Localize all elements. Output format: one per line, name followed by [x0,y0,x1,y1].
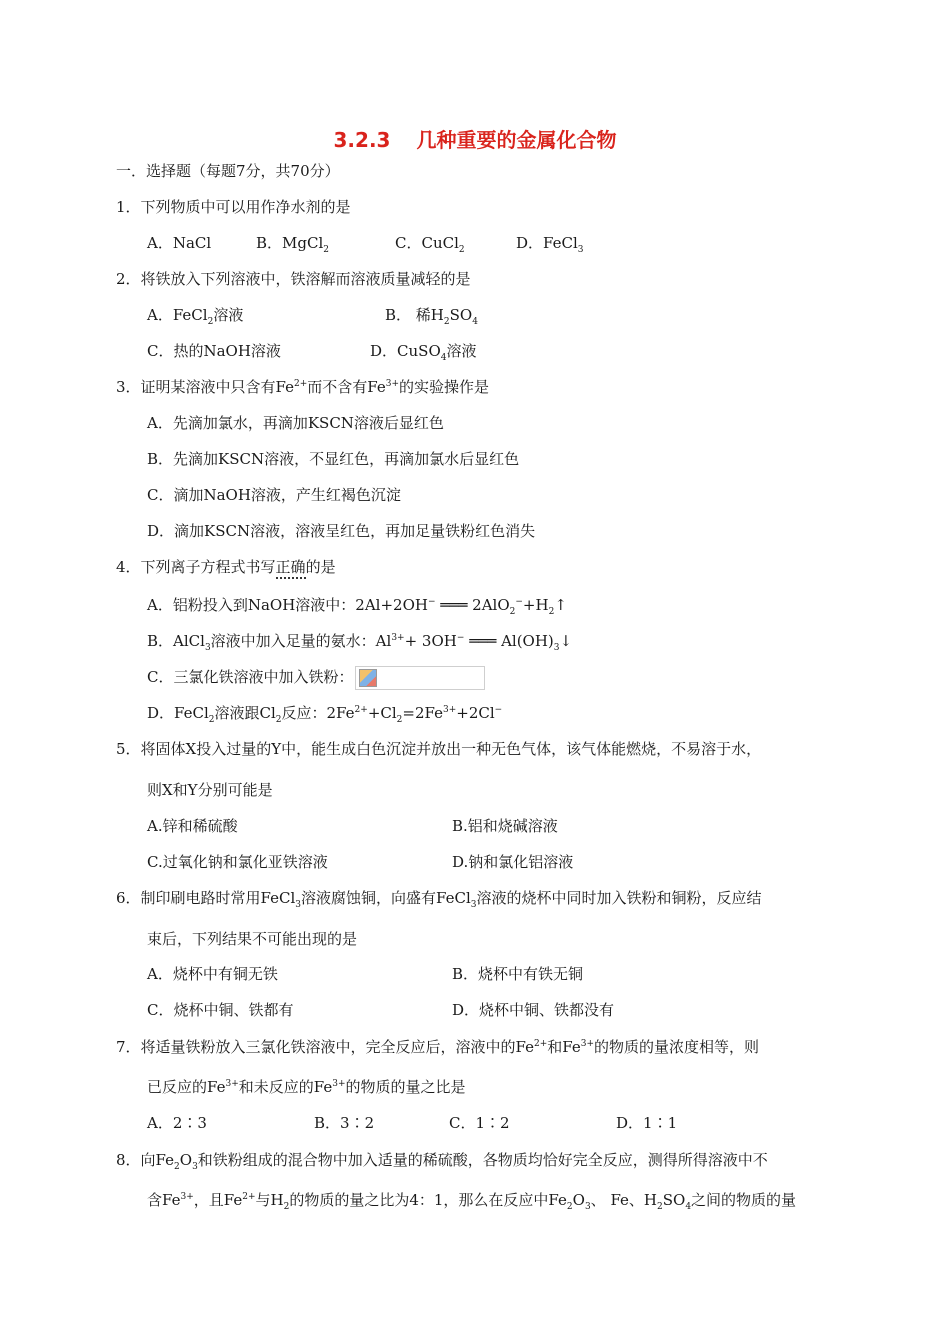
q6-option-d: D．烧杯中铜、铁都没有 [452,1001,615,1019]
question-1-stem: 1．下列物质中可以用作净水剂的是 [116,198,351,216]
q6-option-c: C．烧杯中铜、铁都有 [147,1001,294,1019]
question-4-stem: 4．下列离子方程式书写正确的是 [116,557,336,577]
q3-option-d: D．滴加KSCN溶液，溶液呈红色，再加足量铁粉红色消失 [147,522,536,540]
q3-option-b: B．先滴加KSCN溶液，不显红色，再滴加氯水后显红色 [147,450,520,468]
q7-option-b: B．3∶2 [314,1114,375,1132]
question-3-stem: 3．证明某溶液中只含有$Fe^{2+}$而不含有$Fe^{3+}$的实验操作是 [116,378,490,396]
q4-option-a: A．铝粉投入到NaOH溶液中：2Al+2OH− ═══ $2AlO_2^-+H_2↑$ [147,596,567,617]
q3-option-a: A．先滴加氯水，再滴加KSCN溶液后显红色 [147,414,444,432]
q2-option-b: B． 稀$H_2SO_4$ [385,306,478,327]
question-5-stem-line2: 则X和Y分别可能是 [147,781,273,799]
q6-option-b: B．烧杯中有铁无铜 [452,965,584,983]
q1-option-a: A．NaCl [147,234,212,252]
q2-option-d: D．CuSO$_4$溶液 [370,342,477,363]
q3-option-c: C．滴加NaOH溶液，产生红褐色沉淀 [147,486,401,504]
q1-option-d: D．FeCl$_3$ [516,234,584,255]
q7-option-d: D．1∶1 [616,1114,678,1132]
question-6-stem-line2: 束后，下列结果不可能出现的是 [147,930,358,948]
page-title: 3.2.3 几种重要的金属化合物 [333,128,617,152]
question-8-stem-line2: 含$Fe^{3+}$，且$Fe^{2+}$与$H_2$的物质的量之比为4：1，那么在反应中$Fe_2O_3$、 Fe、$H_2SO_4$之间的物质的量 [147,1191,797,1212]
q5-option-a: A.锌和稀硫酸 [147,817,238,835]
question-7-stem-line2: 已反应的$Fe^{3+}$和未反应的$Fe^{3+}$的物质的量之比是 [147,1078,466,1096]
q5-option-c: C.过氧化钠和氯化亚铁溶液 [147,853,328,871]
q5-option-d: D.钠和氯化铝溶液 [452,853,574,871]
q1-option-b: B．MgCl$_2$ [256,234,329,255]
section-heading: 一．选择题（每题7分，共70分） [116,162,340,180]
question-5-stem-line1: 5．将固体X投入过量的Y中，能生成白色沉淀并放出一种无色气体，该气体能燃烧，不易溶于水， [116,740,762,758]
q2-option-c: C．热的NaOH溶液 [147,342,281,360]
q7-option-a: A．2∶3 [147,1114,207,1132]
q2-option-a: A．FeCl$_2$溶液 [147,306,244,327]
q5-option-b: B.铝和烧碱溶液 [452,817,558,835]
q4-option-d: D．FeCl$_2$溶液跟$Cl_2$反应：$2Fe^{2+}+Cl_2=2Fe^{3+}+2Cl^-$ [147,704,503,725]
q7-option-c: C．1∶2 [449,1114,510,1132]
question-8-stem-line1: 8．向$Fe_2O_3$和铁粉组成的混合物中加入适量的稀硫酸，各物质均恰好完全反应，测得所得溶液中不 [116,1151,768,1172]
q1-option-c: C．CuCl$_2$ [395,234,465,255]
question-6-stem-line1: 6．制印刷电路时常用FeCl$_3$溶液腐蚀铜，向盛有FeCl$_3$溶液的烧杯中同时加入铁粉和铜粉，反应结 [116,889,762,910]
q4-option-b: B．AlCl$_3$溶液中加入足量的氨水：$Al^{3+}+ 3OH^-$ ═══ $Al(OH)_3↓$ [147,632,573,653]
q6-option-a: A．烧杯中有铜无铁 [147,965,278,983]
broken-image-placeholder [355,666,485,690]
question-2-stem: 2．将铁放入下列溶液中，铁溶解而溶液质量减轻的是 [116,270,471,288]
q4-option-c: C．三氯化铁溶液中加入铁粉： [147,666,485,690]
image-icon [359,669,377,687]
question-7-stem-line1: 7．将适量铁粉放入三氯化铁溶液中，完全反应后，溶液中的$Fe^{2+}$和$Fe^{3+}$的物质的量浓度相等，则 [116,1038,760,1056]
